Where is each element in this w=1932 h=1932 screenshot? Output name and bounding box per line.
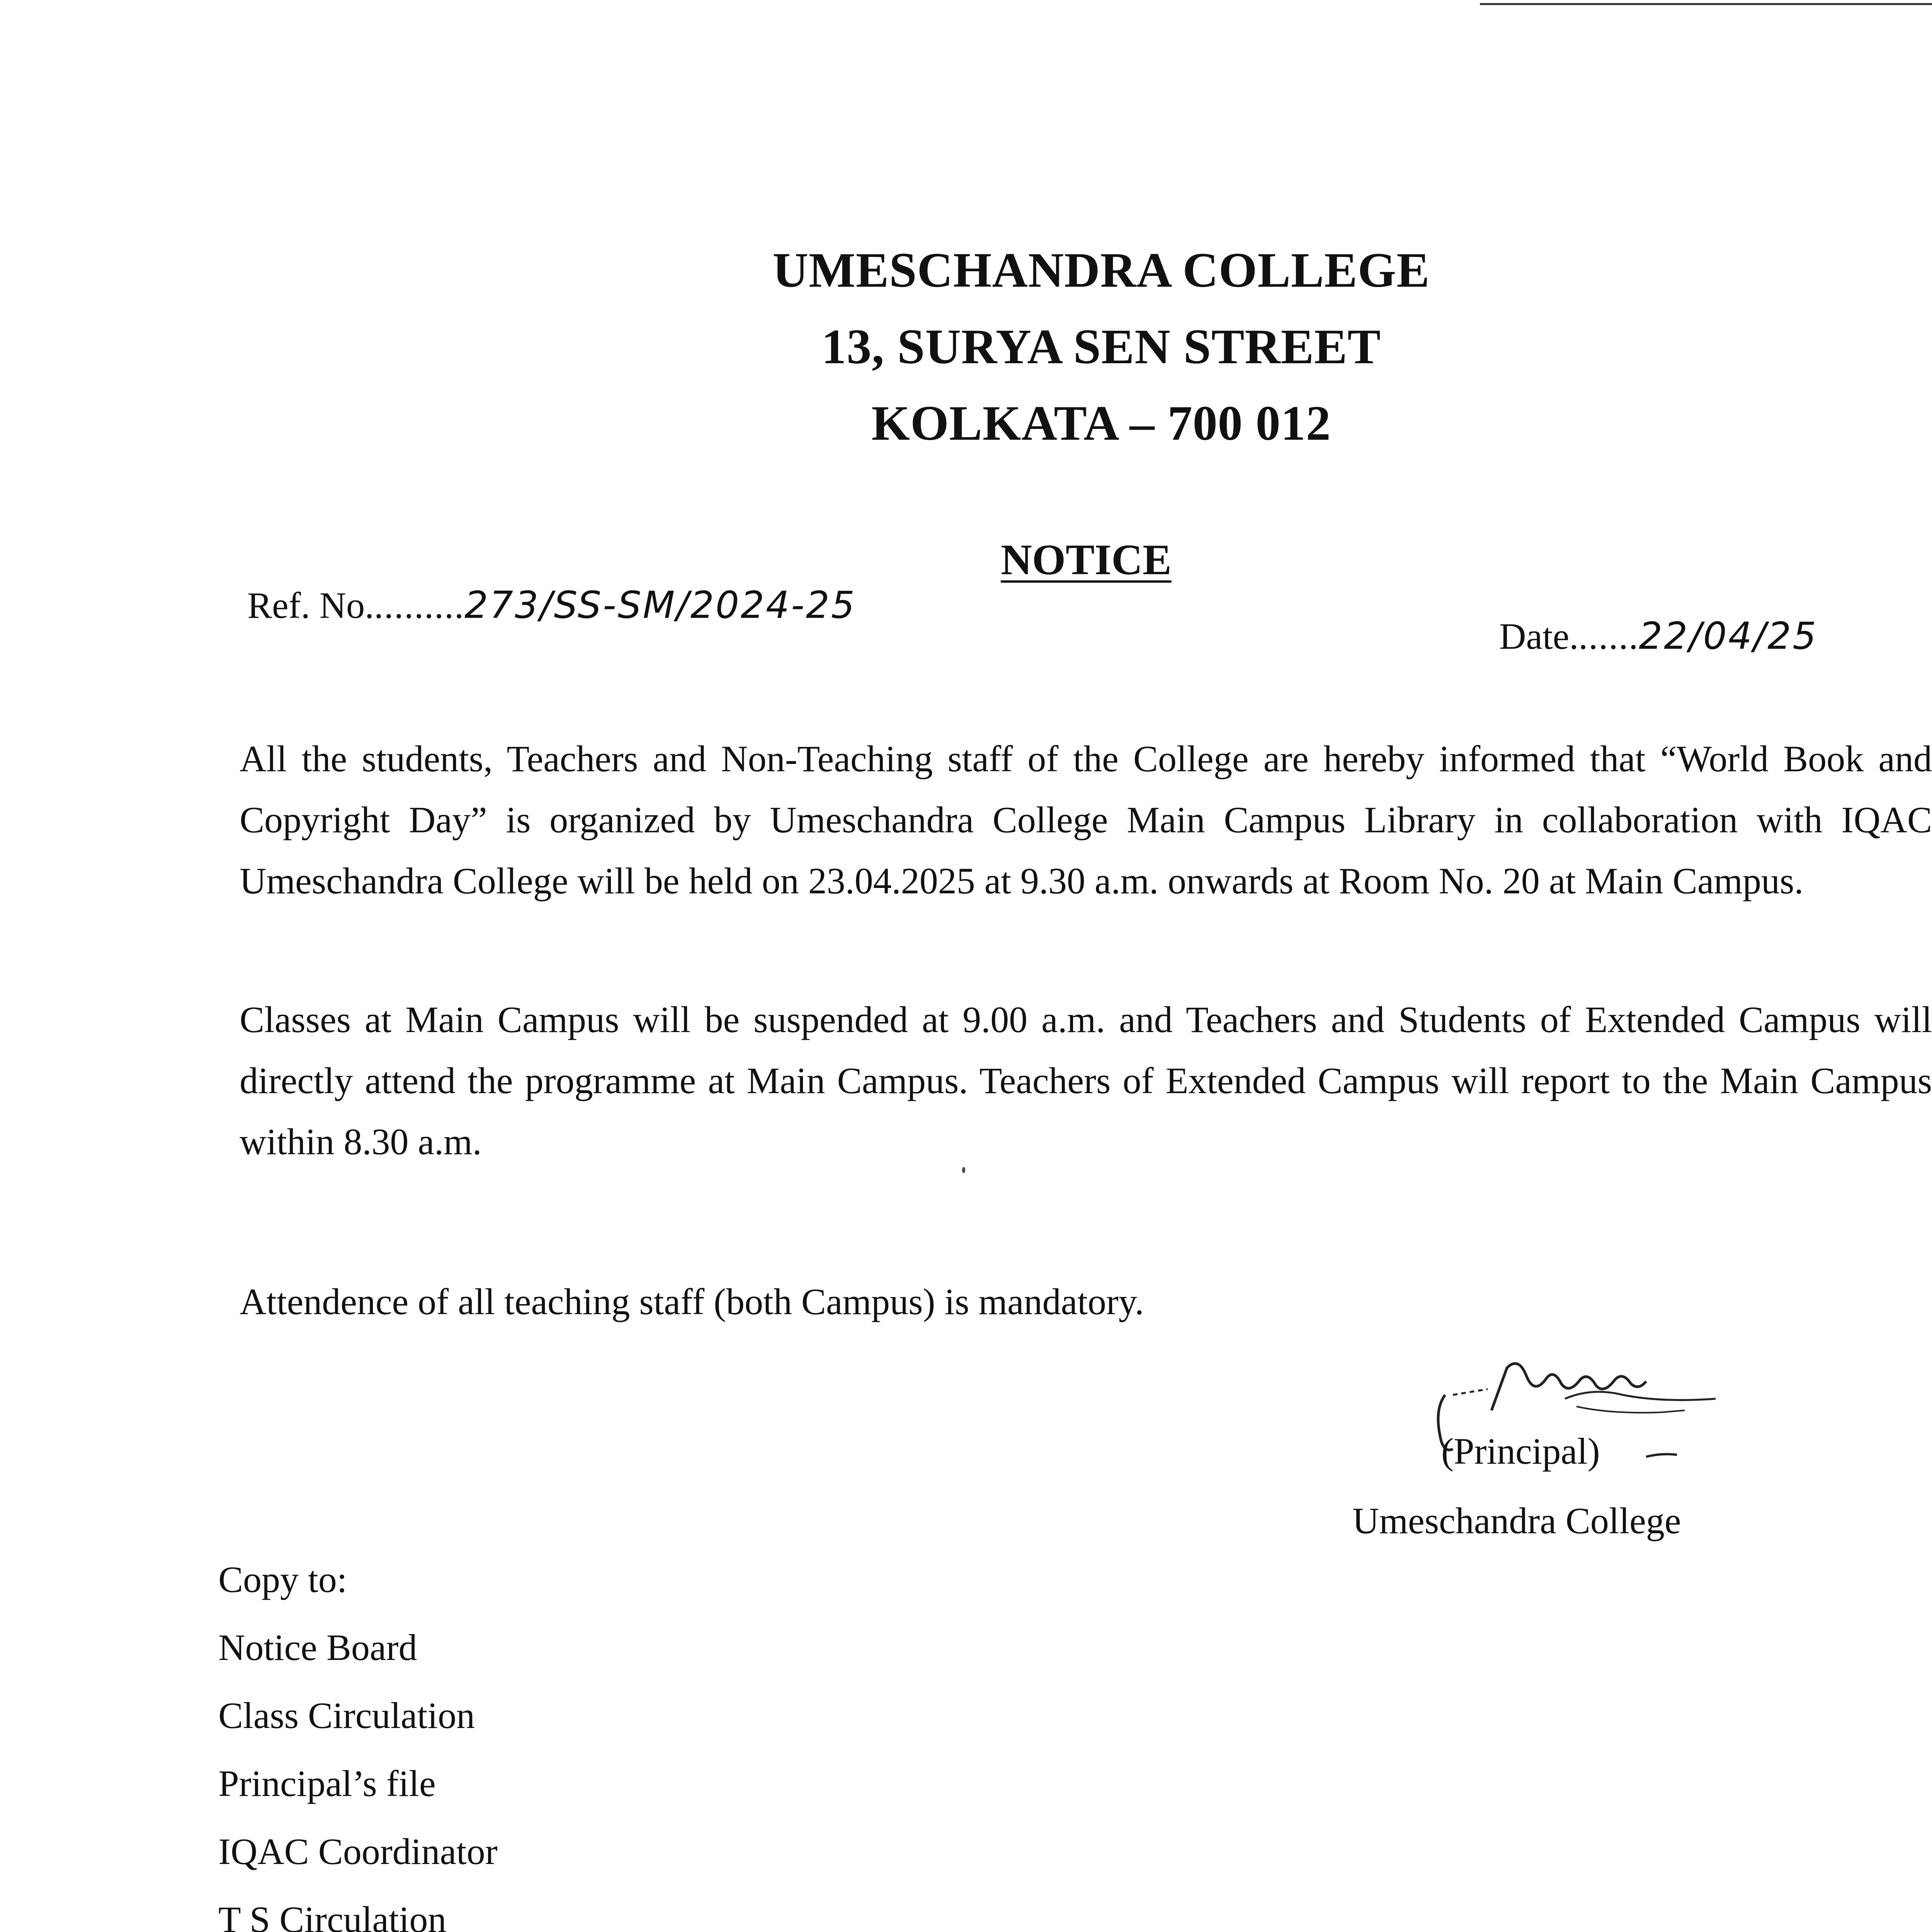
notice-paragraph-3: Attendence of all teaching staff (both Campus) is mandatory. [240, 1281, 1144, 1322]
scan-speck [962, 1167, 965, 1173]
college-name: UMESCHANDRA COLLEGE [772, 243, 1430, 298]
list-item: T S Circulation [218, 1899, 447, 1932]
notice-paragraph-2: Classes at Main Campus will be suspended at 9.00 a.m. and Teachers and Students of Extended Campus will directly attend the programme at Main Campus. Teachers of Extended Campus will report to the Main Campus within 8.30 a.m. [240, 999, 1932, 1162]
notice-title: NOTICE [1001, 536, 1172, 584]
date-label: Date. [1499, 616, 1579, 657]
copy-to-label: Copy to: [218, 1559, 347, 1600]
ref-dots: ......... [374, 585, 464, 626]
signatory-title: (Principal) [1441, 1430, 1600, 1472]
ref-label: Ref. No. [247, 585, 374, 626]
date-value: 22/04/25 [1639, 614, 1818, 658]
list-item: IQAC Coordinator [218, 1831, 498, 1872]
list-item: Class Circulation [218, 1695, 475, 1736]
list-item: Notice Board [218, 1627, 417, 1668]
college-city: KOLKATA – 700 012 [871, 396, 1331, 451]
date-dots: ...... [1578, 616, 1639, 657]
reference-number [247, 583, 856, 627]
ref-value: 273/SS-SM/2024-25 [464, 583, 856, 627]
signatory-college: Umeschandra College [1352, 1500, 1681, 1541]
college-header [734, 232, 1468, 461]
notice-paragraph-1: All the students, Teachers and Non-Teaching staff of the College are hereby informed that “World Book and Copyright Day” is organized by Umeschandra College Main Campus Library in collaboration with IQAC Umeschandra College will be held on 23.04.2025 at 9.30 a.m. onwards at Room No. 20 at Main Campus. [240, 738, 1932, 901]
list-item: Principal’s file [218, 1763, 436, 1804]
notice-date [1499, 614, 1818, 658]
copy-to-list [218, 1546, 549, 1932]
college-street: 13, SURYA SEN STREET [821, 319, 1381, 374]
top-scan-rule [1480, 3, 1932, 5]
